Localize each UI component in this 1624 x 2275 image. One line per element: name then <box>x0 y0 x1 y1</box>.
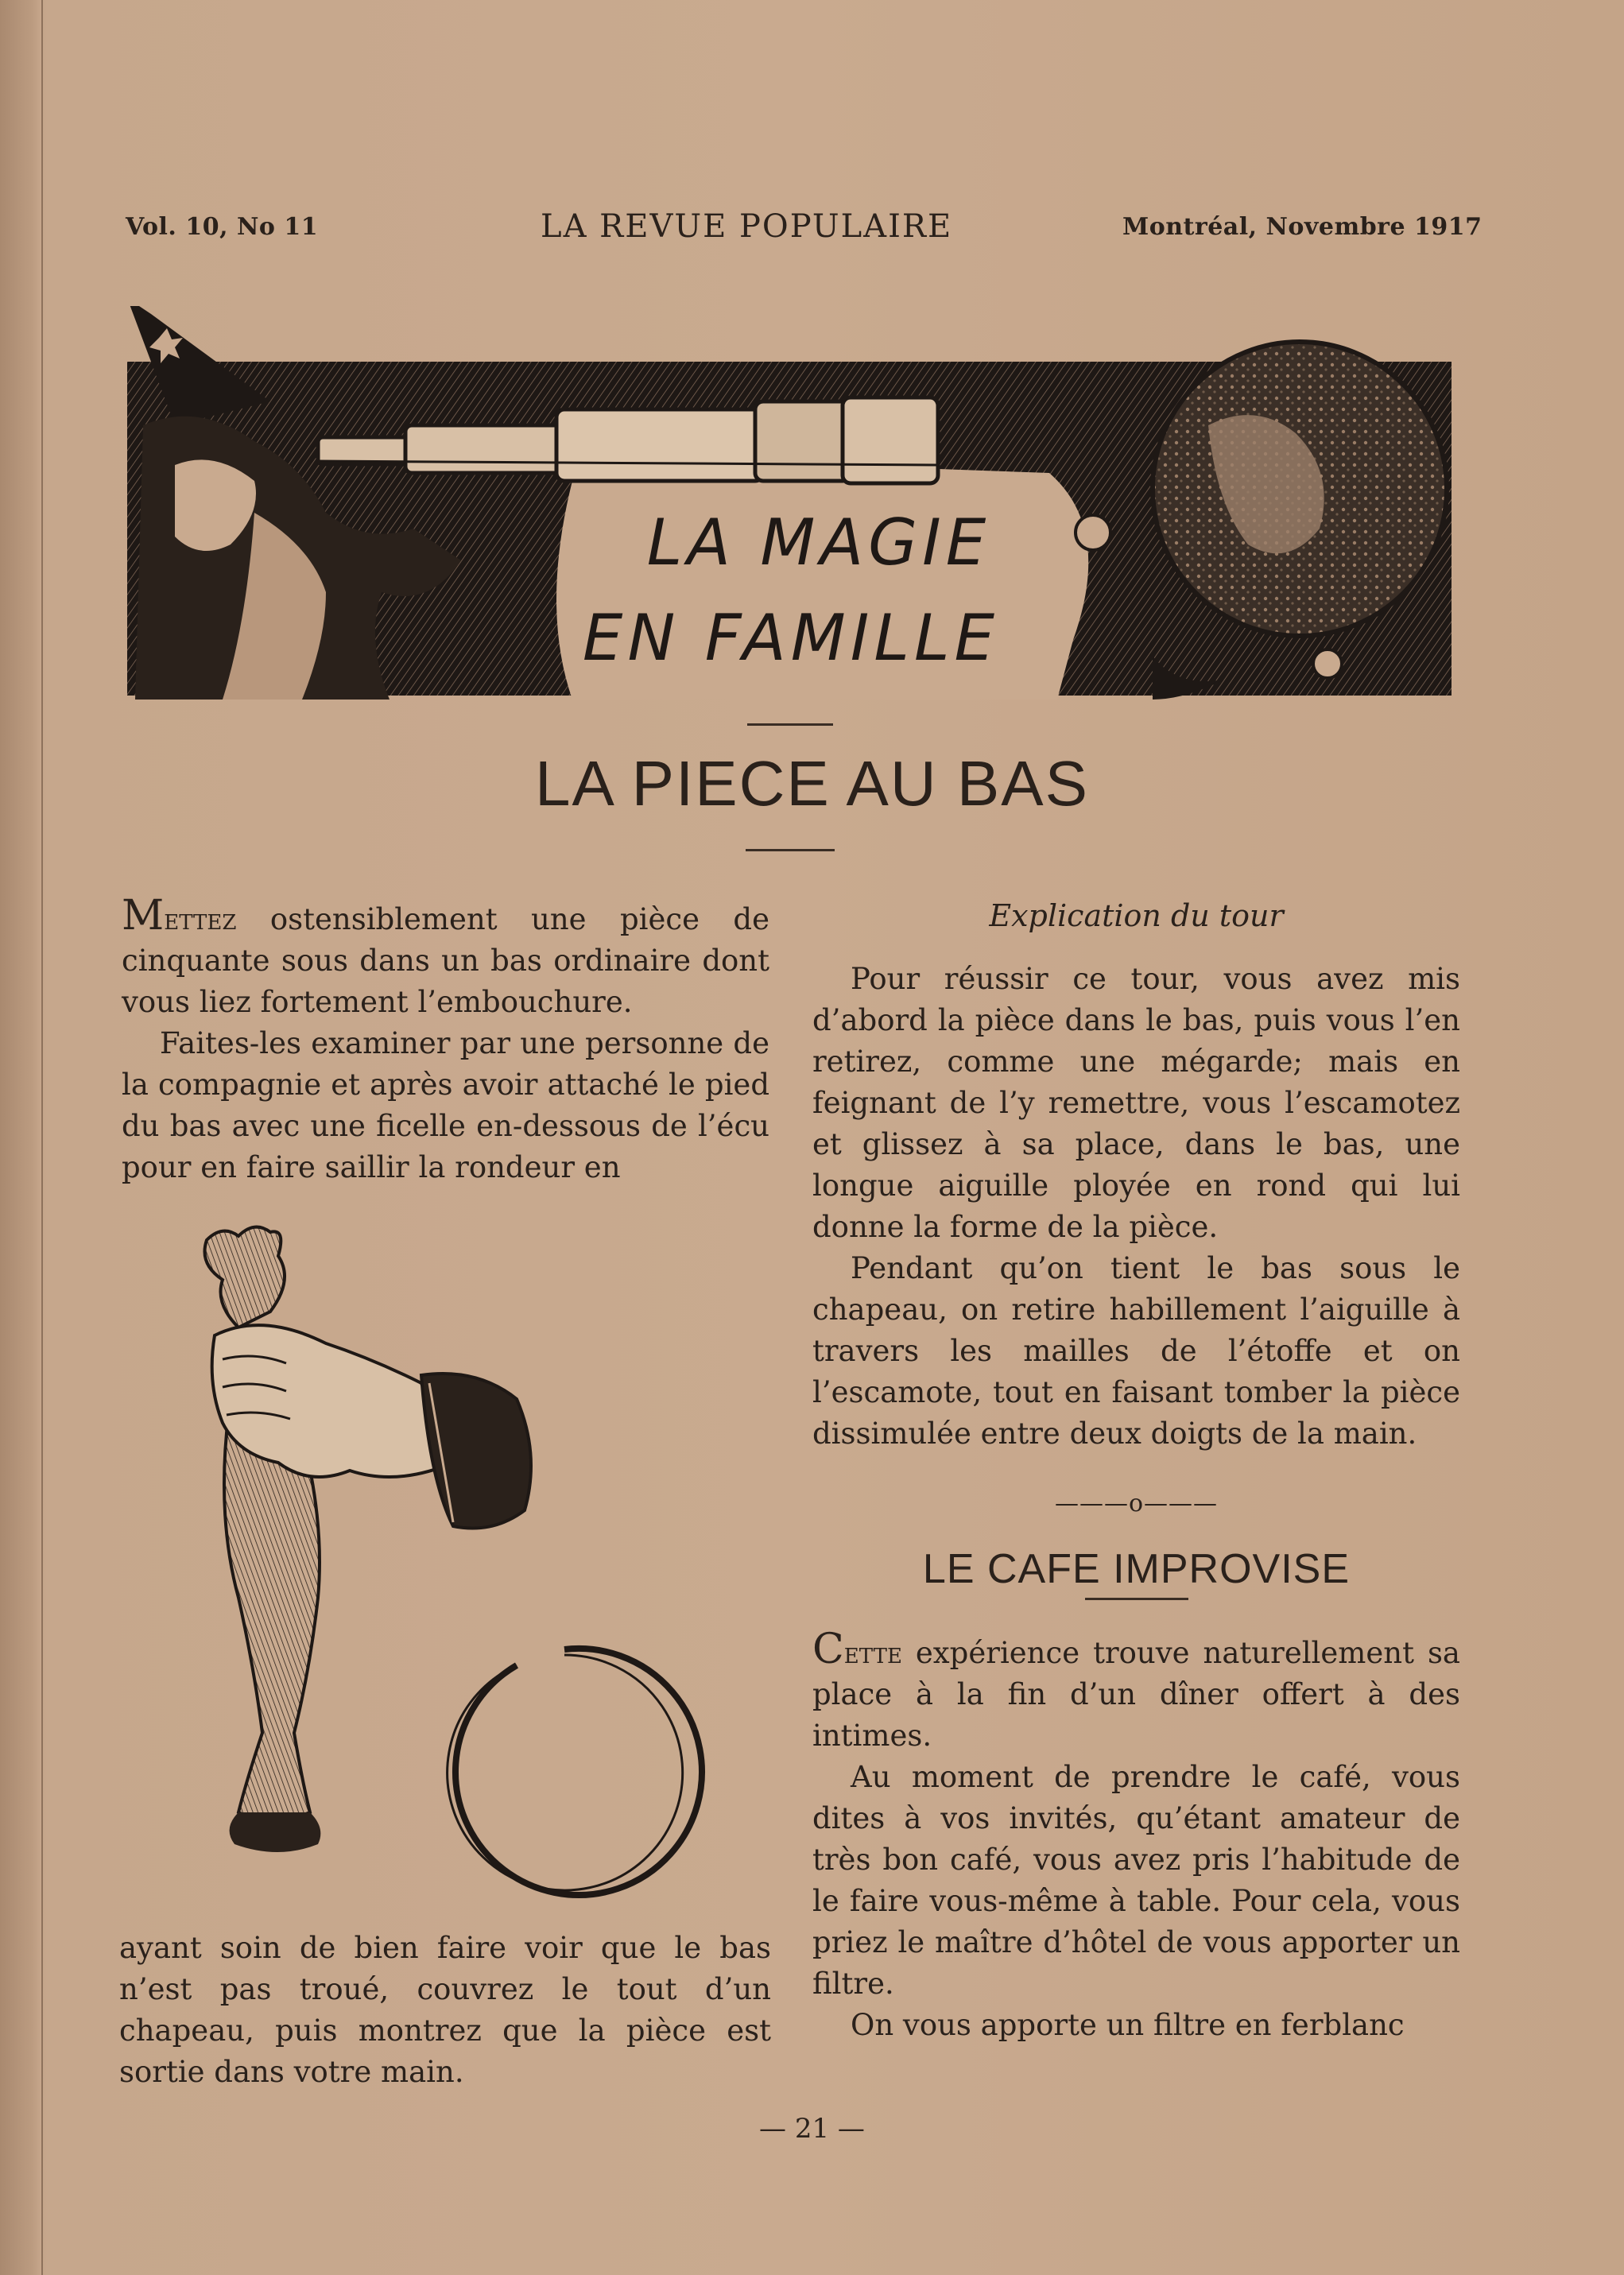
magic-banner-illustration <box>127 306 1452 700</box>
paragraph: Mettez ostensiblement une pièce de cinquante sous dans un bas ordinaire dont vous liez fortement l’embouchure. <box>122 892 769 1019</box>
paragraph: Cette expérience trouve naturellement sa place à la fin d’un dîner offert à des intimes. <box>812 1626 1460 1753</box>
banner-line-2: EN FAMILLE <box>582 601 1000 675</box>
volume-number: Vol. 10, No 11 <box>126 213 319 241</box>
paragraph: ayant soin de bien faire voir que le bas n’est pas troué, couvrez le tout d’un chapeau, puis montrez que la pièce est sortie dans votre main. <box>119 1931 771 2089</box>
journal-title: LA REVUE POPULAIRE <box>541 208 953 245</box>
page-number: — 21 — <box>759 2113 865 2145</box>
title-rule-bottom <box>746 849 835 851</box>
paragraph: Pour réussir ce tour, vous avez mis d’abord la pièce dans le bas, puis vous l’en retirez, comme une mégarde; mais en feignant de l’y remettre, vous l’escamotez et glissez à sa place, dans le bas, une longue aiguille ployée en rond qui lui donne la forme de la pièce. <box>812 962 1460 1244</box>
stocking-top <box>205 1227 285 1327</box>
left-column-top <box>122 892 769 1188</box>
sun-icon <box>1076 515 1110 550</box>
article-title: LA PIECE AU BAS <box>535 748 1089 819</box>
second-article-title: LE CAFE IMPROVISE <box>922 1546 1351 1592</box>
banner-line-1: LA MAGIE <box>646 506 991 579</box>
paragraph: On vous apporte un filtre en ferblanc <box>851 2008 1405 2042</box>
place-date: Montréal, Novembre 1917 <box>1122 213 1483 241</box>
explanation-heading: Explication du tour <box>989 898 1284 933</box>
sleeve-cuff <box>421 1374 531 1529</box>
paragraph: Pendant qu’on tient le bas sous le chapeau, on retire habillement l’aiguille à travers les mailles de l’étoffe et on l’escamote, tout en faisant tomber la pièce dissimulée entre deux doigts de la main. <box>812 1251 1460 1451</box>
second-title-rule <box>1085 1598 1188 1600</box>
paragraph: Au moment de prendre le café, vous dites à vos invités, qu’étant amateur de très bon café, vous avez pris l’habitude de le faire vous-même à table. Pour cela, vous priez le maître d’hôtel de vous apporter un filtre. <box>812 1760 1460 2001</box>
binding-edge <box>0 0 43 2275</box>
left-column-bottom <box>119 1928 771 2093</box>
section-separator: ———o——— <box>1054 1490 1219 1517</box>
stocking-hand-illustration <box>191 1224 731 1908</box>
right-column <box>812 895 1460 2046</box>
bent-needle-ring <box>448 1649 702 1895</box>
title-rule-top <box>747 723 833 726</box>
paragraph: Faites-les examiner par une personne de la compagnie et après avoir attaché le pied du bas avec une ficelle en-dessous de l’écu pour en faire saillir la rondeur en <box>122 1026 769 1184</box>
